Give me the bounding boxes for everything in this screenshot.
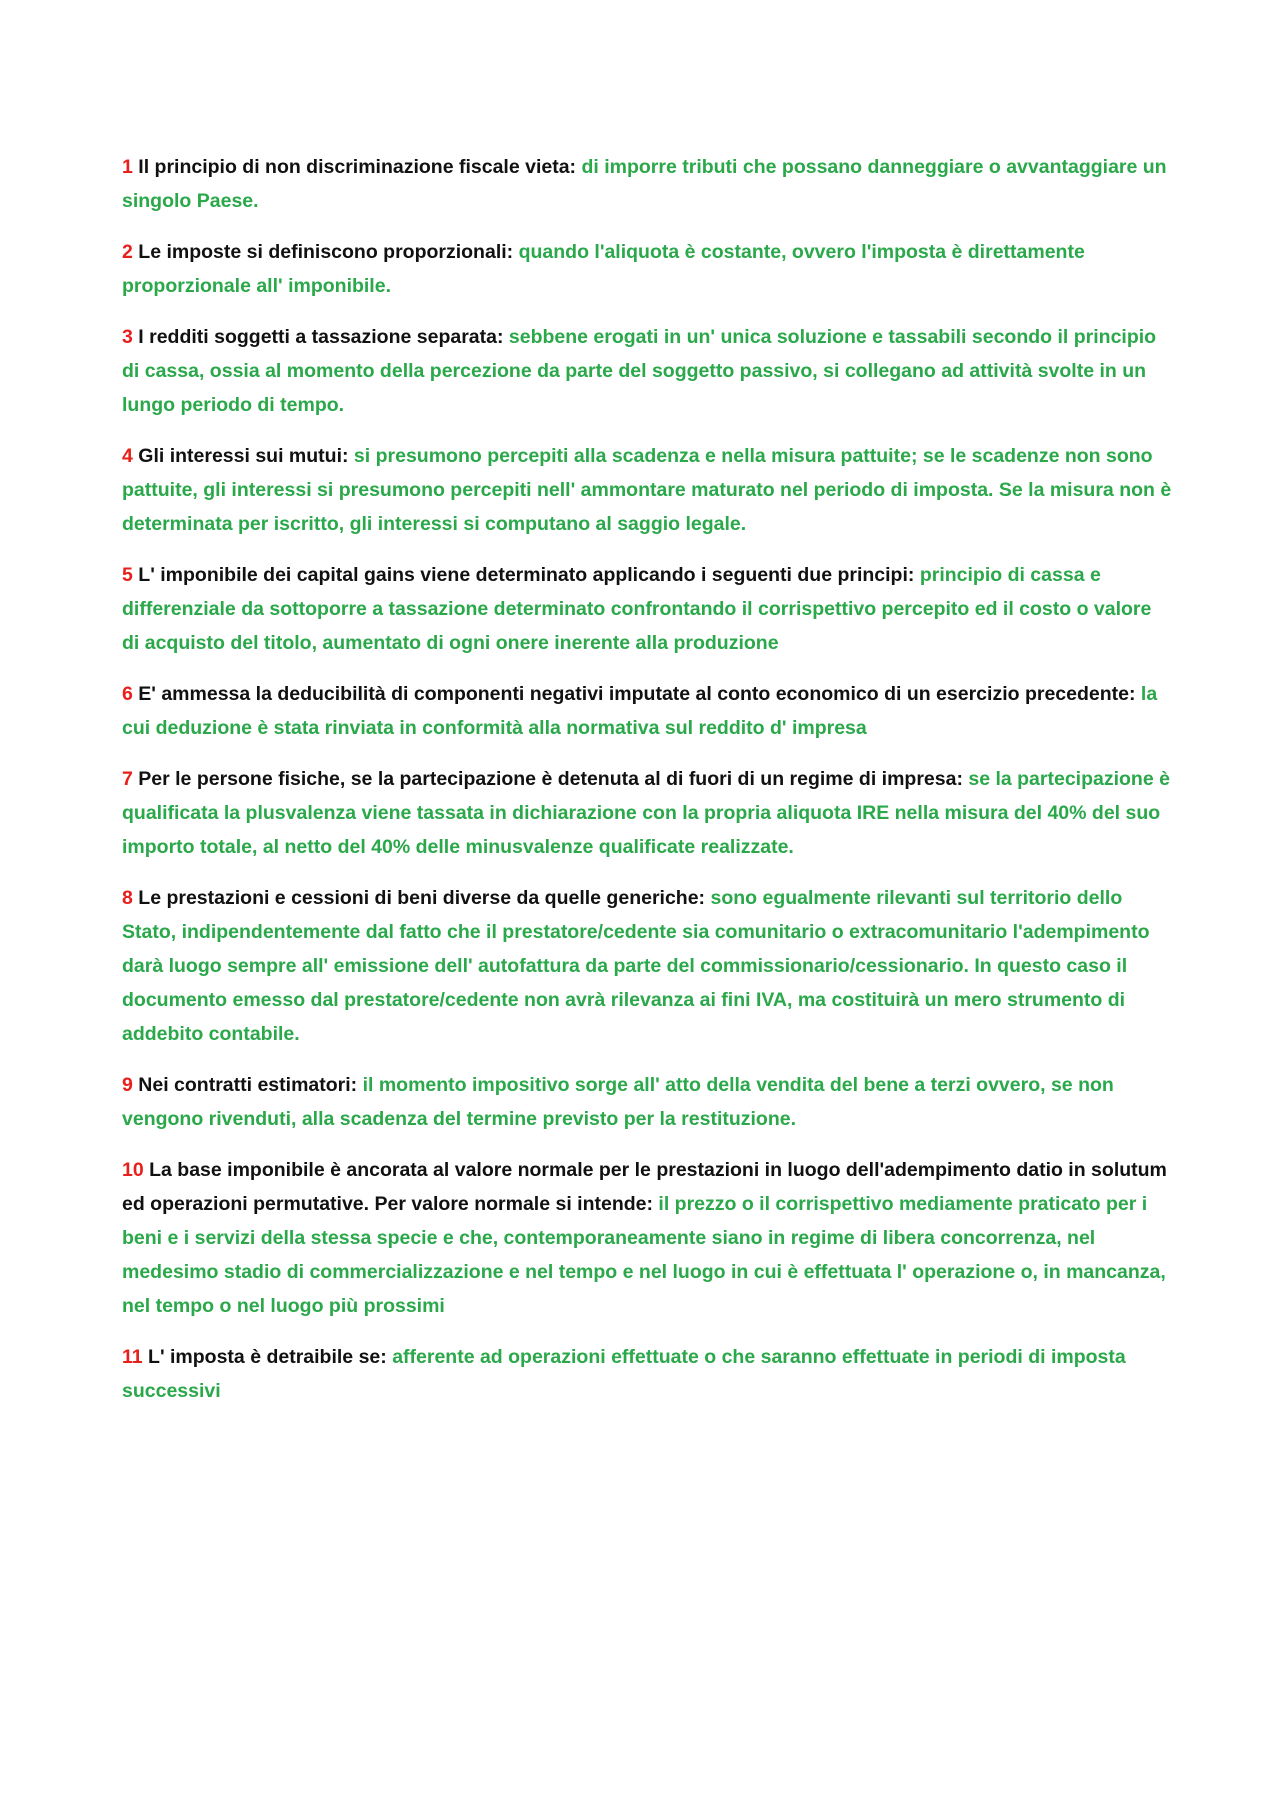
item-number: 5 bbox=[122, 564, 133, 586]
item-number: 4 bbox=[122, 445, 133, 467]
item-number: 1 bbox=[122, 156, 133, 178]
qa-item-1 bbox=[122, 150, 1172, 218]
qa-item-10 bbox=[122, 1153, 1172, 1323]
qa-item-8 bbox=[122, 881, 1172, 1051]
qa-item-11 bbox=[122, 1340, 1172, 1408]
item-question: Le prestazioni e cessioni di beni diverse da quelle generiche: bbox=[138, 887, 706, 909]
item-question: Nei contratti estimatori: bbox=[138, 1074, 358, 1096]
item-answer: di imporre tributi che possano danneggiare o avvantaggiare un singolo Paese. bbox=[122, 156, 1167, 212]
qa-item-2 bbox=[122, 235, 1172, 303]
item-answer: se la partecipazione è qualificata la plusvalenza viene tassata in dichiarazione con la propria aliquota IRE nella misura del 40% del suo importo totale, al netto del 40% delle minusvalenze qualificate realizzate. bbox=[122, 768, 1170, 858]
item-number: 3 bbox=[122, 326, 133, 348]
item-number: 2 bbox=[122, 241, 133, 263]
item-number: 9 bbox=[122, 1074, 133, 1096]
item-answer: il prezzo o il corrispettivo mediamente praticato per i beni e i servizi della stessa specie e che, contemporaneamente siano in regime di libera concorrenza, nel medesimo stadio di commercializzazione e nel tempo e nel luogo in cui è effettuata l' operazione o, in mancanza, nel tempo o nel luogo più prossimi bbox=[122, 1193, 1166, 1317]
item-question: I redditi soggetti a tassazione separata: bbox=[138, 326, 504, 348]
item-answer: sono egualmente rilevanti sul territorio dello Stato, indipendentemente dal fatto che il prestatore/cedente sia comunitario o extracomunitario l'adempimento darà luogo sempre all' emissione dell' autofattura da parte del commissionario/cessionario. In questo caso il documento emesso dal prestatore/cedente non avrà rilevanza ai fini IVA, ma costituirà un mero strumento di addebito contabile. bbox=[122, 887, 1150, 1045]
qa-item-3 bbox=[122, 320, 1172, 422]
qa-item-5 bbox=[122, 558, 1172, 660]
item-answer: sebbene erogati in un' unica soluzione e tassabili secondo il principio di cassa, ossia al momento della percezione da parte del soggetto passivo, si collegano ad attività svolte in un lungo periodo di tempo. bbox=[122, 326, 1157, 416]
item-answer: principio di cassa e differenziale da sottoporre a tassazione determinato confrontando il corrispettivo percepito ed il costo o valore di acquisto del titolo, aumentato di ogni onere inerente alla produzione bbox=[122, 564, 1152, 654]
item-number: 6 bbox=[122, 683, 133, 705]
qa-item-7 bbox=[122, 762, 1172, 864]
item-question: L' imposta è detraibile se: bbox=[148, 1346, 387, 1368]
item-question: La base imponibile è ancorata al valore normale per le prestazioni in luogo dell'adempimento datio in solutum ed operazioni permutative. Per valore normale si intende: bbox=[122, 1159, 1167, 1215]
item-answer: afferente ad operazioni effettuate o che saranno effettuate in periodi di imposta successivi bbox=[122, 1346, 1126, 1402]
item-answer: quando l'aliquota è costante, ovvero l'imposta è direttamente proporzionale all' imponibile. bbox=[122, 241, 1085, 297]
qa-item-4 bbox=[122, 439, 1172, 541]
item-question: Per le persone fisiche, se la partecipazione è detenuta al di fuori di un regime di impresa: bbox=[138, 768, 963, 790]
item-number: 11 bbox=[122, 1346, 143, 1368]
item-number: 10 bbox=[122, 1159, 144, 1181]
item-number: 7 bbox=[122, 768, 133, 790]
item-answer: il momento impositivo sorge all' atto della vendita del bene a terzi ovvero, se non vengono rivenduti, alla scadenza del termine previsto per la restituzione. bbox=[122, 1074, 1114, 1130]
item-answer: si presumono percepiti alla scadenza e nella misura pattuite; se le scadenze non sono pattuite, gli interessi si presumono percepiti nell' ammontare maturato nel periodo di imposta. Se la misura non è determinata per iscritto, gli interessi si computano al saggio legale. bbox=[122, 445, 1172, 535]
item-question: L' imponibile dei capital gains viene determinato applicando i seguenti due principi: bbox=[138, 564, 915, 586]
item-answer: la cui deduzione è stata rinviata in conformità alla normativa sul reddito d' impresa bbox=[122, 683, 1158, 739]
document-page bbox=[122, 150, 1172, 1425]
qa-item-6 bbox=[122, 677, 1172, 745]
item-question: Le imposte si definiscono proporzionali: bbox=[138, 241, 514, 263]
qa-item-9 bbox=[122, 1068, 1172, 1136]
item-question: E' ammessa la deducibilità di componenti negativi imputate al conto economico di un esercizio precedente: bbox=[138, 683, 1136, 705]
item-question: Il principio di non discriminazione fiscale vieta: bbox=[138, 156, 577, 178]
item-question: Gli interessi sui mutui: bbox=[138, 445, 349, 467]
item-number: 8 bbox=[122, 887, 133, 909]
